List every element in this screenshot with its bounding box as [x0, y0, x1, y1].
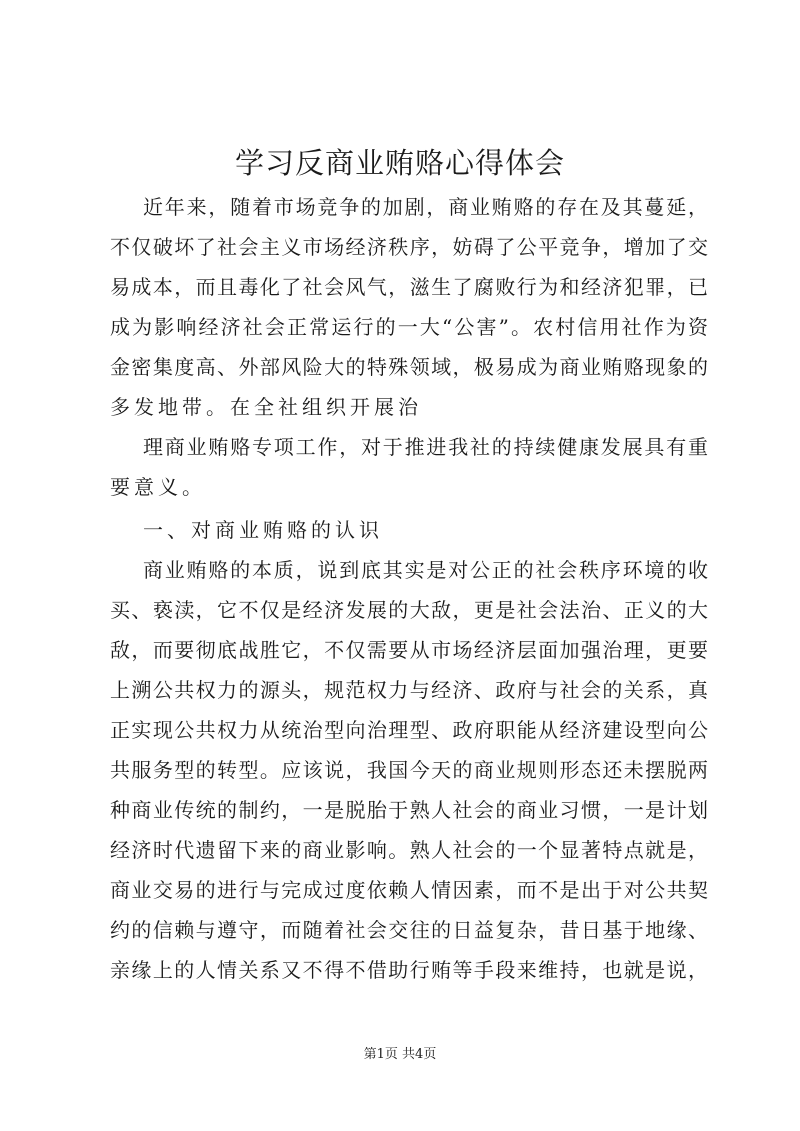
- paragraph-line: 理商业贿赂专项工作，对于推进我社的持续健康发展具有重: [143, 435, 708, 459]
- paragraph-line: 经济时代遗留下来的商业影响。熟人社会的一个显著特点就是，: [110, 838, 708, 862]
- section-heading: 一、对商业贿赂的认识: [143, 518, 383, 542]
- paragraph-line: 正实现公共权力从统治型向治理型、政府职能从经济建设型向公: [110, 718, 708, 742]
- paragraph-line: 上溯公共权力的源头，规范权力与经济、政府与社会的关系，真: [110, 678, 708, 702]
- paragraph-line: 金密集度高、外部风险大的特殊领域，极易成为商业贿赂现象的: [110, 355, 708, 379]
- paragraph-line: 多发地带。在全社组织开展治: [110, 395, 422, 419]
- paragraph-line: 近年来，随着市场竞争的加剧，商业贿赂的存在及其蔓延，: [143, 195, 708, 219]
- paragraph-line: 买、亵渎，它不仅是经济发展的大敌，更是社会法治、正义的大: [110, 598, 708, 622]
- paragraph-line: 亲缘上的人情关系又不得不借助行贿等手段来维持，也就是说，: [110, 958, 708, 982]
- paragraph-line: 不仅破坏了社会主义市场经济秩序，妨碍了公平竞争，增加了交: [110, 235, 708, 259]
- paragraph-line: 种商业传统的制约，一是脱胎于熟人社会的商业习惯，一是计划: [110, 798, 708, 822]
- page-number-footer: 第1页 共4页: [363, 1047, 437, 1062]
- document-title: 学习反商业贿赂心得体会: [234, 146, 565, 180]
- paragraph-line: 商业贿赂的本质，说到底其实是对公正的社会秩序环境的收: [143, 558, 708, 582]
- paragraph-line: 商业交易的进行与完成过度依赖人情因素，而不是出于对公共契: [110, 878, 708, 902]
- paragraph-line: 共服务型的转型。应该说，我国今天的商业规则形态还未摆脱两: [110, 758, 708, 782]
- paragraph-line: 易成本，而且毒化了社会风气，滋生了腐败行为和经济犯罪，已: [110, 275, 708, 299]
- paragraph-line: 约的信赖与遵守，而随着社会交往的日益复杂，昔日基于地缘、: [110, 918, 708, 942]
- paragraph-line: 要意义。: [110, 475, 206, 499]
- paragraph-line: 成为影响经济社会正常运行的一大“公害”。农村信用社作为资: [110, 315, 708, 339]
- paragraph-line: 敌，而要彻底战胜它，不仅需要从市场经济层面加强治理，更要: [110, 638, 708, 662]
